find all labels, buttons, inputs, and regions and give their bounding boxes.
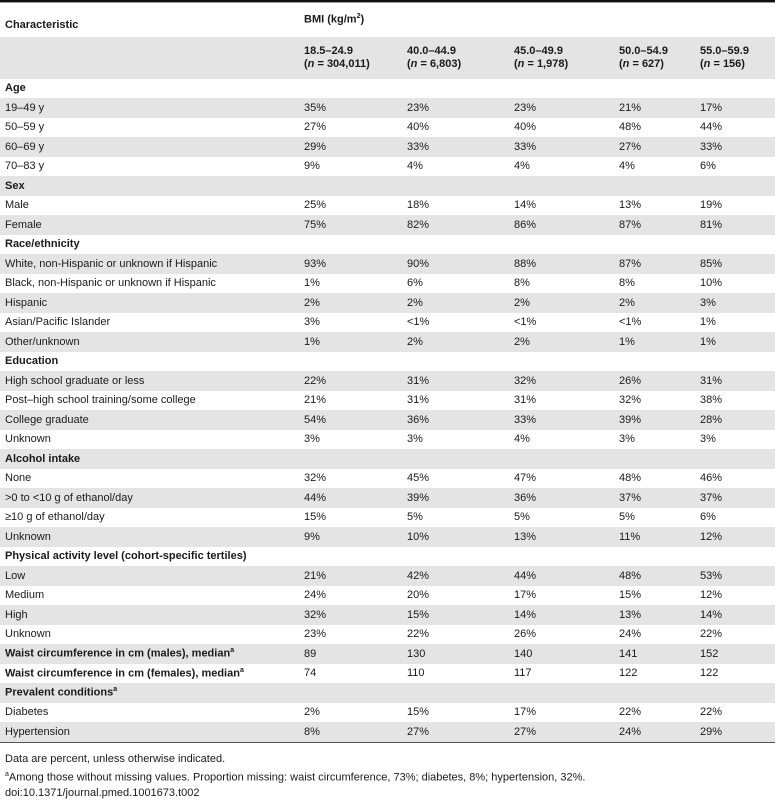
cell-value: 85% bbox=[695, 254, 775, 274]
cell-value: 28% bbox=[695, 410, 775, 430]
cell-value: 3% bbox=[304, 316, 320, 329]
footnote-missing-text: Among those without missing values. Proportion missing: waist circumference, 73%; diabetes, 8%; hypertension, 32%. bbox=[8, 771, 586, 784]
cell-value: 48% bbox=[619, 121, 642, 134]
bmi-n-value: = 1,978) bbox=[524, 57, 569, 70]
cell-value: 1% bbox=[304, 277, 320, 290]
table-row bbox=[0, 410, 775, 430]
section-title-text: Race/ethnicity bbox=[5, 238, 80, 251]
row-label: 70–83 y bbox=[5, 160, 45, 173]
cell-value: 22% bbox=[299, 371, 402, 391]
cell-value: 14% bbox=[509, 605, 614, 625]
bmi-header bbox=[299, 3, 775, 37]
table-row bbox=[0, 625, 775, 645]
cell-value: 33% bbox=[509, 410, 614, 430]
cell-value: 19% bbox=[700, 199, 723, 212]
row-label: 19–49 y bbox=[0, 98, 299, 118]
cell-value: 13% bbox=[509, 527, 614, 547]
footnote-data-percent: Data are percent, unless otherwise indicated. bbox=[5, 752, 226, 765]
cell-value: 13% bbox=[619, 199, 642, 212]
section-title bbox=[0, 683, 775, 703]
cell-value: 8% bbox=[299, 722, 402, 742]
cell-value: 3% bbox=[700, 433, 716, 446]
cell-value: 117 bbox=[514, 667, 532, 680]
cell-value: 27% bbox=[402, 722, 509, 742]
section-title bbox=[0, 547, 775, 567]
cell-value: 87% bbox=[614, 254, 695, 274]
cell-value: 25% bbox=[304, 199, 327, 212]
bmi-group-header bbox=[402, 37, 509, 79]
cell-value: 8% bbox=[619, 277, 635, 290]
row-label: Post–high school training/some college bbox=[5, 394, 196, 407]
table-row bbox=[0, 157, 775, 177]
cell-value: 3% bbox=[695, 293, 775, 313]
cell-value: 32% bbox=[619, 394, 642, 407]
row-label: 50–59 y bbox=[5, 121, 45, 134]
cell-value: 39% bbox=[614, 410, 695, 430]
cell-value: 12% bbox=[695, 527, 775, 547]
cell-value: 31% bbox=[407, 394, 430, 407]
cell-value: 17% bbox=[695, 98, 775, 118]
row-label: Black, non-Hispanic or unknown if Hispanic bbox=[5, 277, 216, 290]
cell-value: 29% bbox=[299, 137, 402, 157]
table-row bbox=[0, 566, 775, 586]
table-row bbox=[0, 488, 775, 508]
cell-value: 93% bbox=[299, 254, 402, 274]
cell-value: 53% bbox=[695, 566, 775, 586]
cell-value: 81% bbox=[695, 215, 775, 235]
cell-value: 14% bbox=[695, 605, 775, 625]
table-row bbox=[0, 527, 775, 547]
cell-value: 9% bbox=[299, 527, 402, 547]
bmi-n-open: ( bbox=[619, 57, 623, 70]
cell-value: 11% bbox=[614, 527, 695, 547]
cell-value: 10% bbox=[700, 277, 723, 290]
bmi-group-header bbox=[299, 37, 402, 79]
section-header-row bbox=[0, 547, 775, 567]
cell-value: 89 bbox=[299, 644, 402, 664]
cell-value: 31% bbox=[402, 371, 509, 391]
row-label: Unknown bbox=[0, 527, 299, 547]
cell-value: 22% bbox=[619, 706, 642, 719]
cell-value: 26% bbox=[614, 371, 695, 391]
row-label: >0 to <10 g of ethanol/day bbox=[0, 488, 299, 508]
cell-value: 33% bbox=[402, 137, 509, 157]
table-body bbox=[0, 79, 775, 742]
section-title-text: Physical activity level (cohort-specific tertiles) bbox=[5, 550, 247, 563]
row-label: High bbox=[0, 605, 299, 625]
bmi-label: BMI (kg/m bbox=[304, 14, 357, 27]
table-row bbox=[0, 254, 775, 274]
footnote-marker: a bbox=[113, 686, 118, 694]
cell-value: 27% bbox=[614, 137, 695, 157]
cell-value: 27% bbox=[304, 121, 327, 134]
cell-value: 88% bbox=[509, 254, 614, 274]
header-row-groups bbox=[0, 37, 775, 79]
section-header-row bbox=[0, 176, 775, 196]
section-title-text: Alcohol intake bbox=[5, 452, 81, 465]
table-row bbox=[0, 137, 775, 157]
cell-value: 24% bbox=[614, 722, 695, 742]
cell-value: 5% bbox=[407, 511, 423, 524]
bmi-n-value: = 156) bbox=[710, 57, 745, 70]
table-row bbox=[0, 644, 775, 664]
cell-value: 32% bbox=[304, 472, 327, 485]
cell-value: 6% bbox=[407, 277, 423, 290]
table-row bbox=[0, 586, 775, 606]
row-label-text: Waist circumference in cm (males), median bbox=[5, 648, 231, 661]
cell-value: 44% bbox=[299, 488, 402, 508]
section-title bbox=[0, 79, 775, 99]
cell-value: 22% bbox=[407, 628, 430, 641]
row-label: Diabetes bbox=[5, 706, 49, 719]
section-title bbox=[0, 449, 775, 469]
section-title bbox=[0, 235, 775, 255]
cell-value: <1% bbox=[407, 316, 430, 329]
section-header-row bbox=[0, 449, 775, 469]
row-label: Asian/Pacific Islander bbox=[5, 316, 111, 329]
bmi-n-open: ( bbox=[700, 57, 704, 70]
cell-value: 31% bbox=[514, 394, 537, 407]
bmi-range: 55.0–59.9 bbox=[700, 44, 749, 57]
cell-value: 122 bbox=[700, 667, 719, 680]
cell-value: 122 bbox=[619, 667, 638, 680]
table-row bbox=[0, 196, 775, 216]
row-label: Medium bbox=[5, 589, 45, 602]
cell-value: 37% bbox=[695, 488, 775, 508]
section-title-text: Prevalent conditions bbox=[5, 687, 114, 700]
cell-value: 40% bbox=[514, 121, 537, 134]
cell-value: 86% bbox=[509, 215, 614, 235]
cell-value: 32% bbox=[509, 371, 614, 391]
row-label: White, non-Hispanic or unknown if Hispanic bbox=[0, 254, 299, 274]
cell-value: 2% bbox=[304, 706, 320, 719]
cell-value: 5% bbox=[514, 511, 530, 524]
cell-value: 15% bbox=[402, 605, 509, 625]
cell-value: <1% bbox=[514, 316, 537, 329]
cell-value: 44% bbox=[509, 566, 614, 586]
cell-value: 141 bbox=[614, 644, 695, 664]
cell-value: 17% bbox=[514, 706, 537, 719]
cell-value: 31% bbox=[695, 371, 775, 391]
section-header-row bbox=[0, 79, 775, 99]
bmi-range: 50.0–54.9 bbox=[619, 44, 668, 57]
cell-value: 33% bbox=[509, 137, 614, 157]
header-row-1 bbox=[0, 3, 775, 37]
section-header-row bbox=[0, 235, 775, 255]
row-label: Female bbox=[0, 215, 299, 235]
row-label: ≥10 g of ethanol/day bbox=[5, 511, 105, 524]
row-label-text: Waist circumference in cm (females), median bbox=[5, 667, 240, 680]
cell-value: 33% bbox=[695, 137, 775, 157]
row-label: Unknown bbox=[5, 628, 51, 641]
cell-value: 8% bbox=[514, 277, 530, 290]
bmi-range: 40.0–44.9 bbox=[407, 44, 456, 57]
cell-value: 15% bbox=[304, 511, 327, 524]
row-label: Low bbox=[0, 566, 299, 586]
section-title bbox=[0, 352, 775, 372]
doi-link[interactable]: doi:10.1371/journal.pmed.1001673.t002 bbox=[5, 787, 200, 800]
bmi-n-symbol: n bbox=[517, 57, 525, 70]
cell-value: 2% bbox=[299, 293, 402, 313]
cell-value: 9% bbox=[304, 160, 320, 173]
row-label: Unknown bbox=[5, 433, 51, 446]
cell-value: 35% bbox=[299, 98, 402, 118]
cell-value: 4% bbox=[514, 160, 530, 173]
cell-value: 36% bbox=[402, 410, 509, 430]
cell-value: 74 bbox=[304, 667, 317, 680]
cell-value: 1% bbox=[700, 316, 716, 329]
cell-value: 2% bbox=[509, 332, 614, 352]
row-label bbox=[0, 644, 299, 664]
cell-value: 6% bbox=[700, 160, 716, 173]
cell-value: 5% bbox=[619, 511, 635, 524]
table-row bbox=[0, 118, 775, 138]
bmi-group-header bbox=[509, 37, 614, 79]
row-label: College graduate bbox=[0, 410, 299, 430]
cell-value: 12% bbox=[700, 589, 723, 602]
bmi-n-symbol: n bbox=[307, 57, 315, 70]
section-title bbox=[0, 176, 775, 196]
row-label: Hypertension bbox=[0, 722, 299, 742]
cell-value: 4% bbox=[514, 433, 530, 446]
bmi-n-symbol: n bbox=[703, 57, 711, 70]
cell-value: 46% bbox=[700, 472, 723, 485]
row-label bbox=[0, 664, 299, 684]
cell-value: 22% bbox=[700, 706, 723, 719]
cell-value: 15% bbox=[407, 706, 430, 719]
footnote-missing bbox=[0, 767, 775, 786]
section-title-text: Age bbox=[5, 82, 26, 95]
cell-value: 21% bbox=[614, 98, 695, 118]
footnote-marker: a bbox=[239, 666, 244, 674]
cell-value: 47% bbox=[514, 472, 537, 485]
bmi-group-header bbox=[695, 37, 775, 79]
table-row bbox=[0, 722, 775, 742]
row-label: Male bbox=[5, 199, 29, 212]
bmi-n-value: = 304,011) bbox=[314, 57, 370, 70]
bmi-n-value: = 627) bbox=[629, 57, 664, 70]
bmi-superscript: 2 bbox=[356, 13, 361, 21]
bmi-range: 18.5–24.9 bbox=[304, 44, 353, 57]
cell-value: 2% bbox=[614, 293, 695, 313]
cell-value: 87% bbox=[614, 215, 695, 235]
characteristics-table bbox=[0, 2, 775, 742]
bmi-group-header bbox=[614, 37, 695, 79]
bmi-range: 45.0–49.9 bbox=[514, 44, 563, 57]
section-title-text: Education bbox=[5, 355, 59, 368]
row-label: Other/unknown bbox=[0, 332, 299, 352]
bmi-n-symbol: n bbox=[622, 57, 630, 70]
bmi-n-symbol: n bbox=[410, 57, 418, 70]
cell-value: <1% bbox=[619, 316, 642, 329]
header-empty-cell bbox=[0, 37, 299, 79]
cell-value: 152 bbox=[695, 644, 775, 664]
bmi-n-open: ( bbox=[514, 57, 518, 70]
cell-value: 20% bbox=[407, 589, 430, 602]
cell-value: 17% bbox=[514, 589, 537, 602]
table-row bbox=[0, 508, 775, 528]
cell-value: 13% bbox=[614, 605, 695, 625]
section-header-row bbox=[0, 352, 775, 372]
cell-value: 15% bbox=[619, 589, 642, 602]
table-row bbox=[0, 313, 775, 333]
cell-value: 18% bbox=[407, 199, 430, 212]
table-row bbox=[0, 293, 775, 313]
cell-value: 23% bbox=[304, 628, 327, 641]
cell-value: 4% bbox=[619, 160, 635, 173]
table-row bbox=[0, 371, 775, 391]
section-header-row bbox=[0, 683, 775, 703]
cell-value: 32% bbox=[299, 605, 402, 625]
cell-value: 24% bbox=[619, 628, 642, 641]
cell-value: 82% bbox=[402, 215, 509, 235]
cell-value: 42% bbox=[402, 566, 509, 586]
table-row bbox=[0, 703, 775, 723]
bmi-n-value: = 6,803) bbox=[417, 57, 462, 70]
cell-value: 27% bbox=[509, 722, 614, 742]
table-row bbox=[0, 274, 775, 294]
cell-value: 54% bbox=[299, 410, 402, 430]
cell-value: 48% bbox=[619, 472, 642, 485]
cell-value: 6% bbox=[700, 511, 716, 524]
cell-value: 4% bbox=[407, 160, 423, 173]
cell-value: 24% bbox=[304, 589, 327, 602]
cell-value: 21% bbox=[304, 394, 327, 407]
bmi-n-open: ( bbox=[407, 57, 411, 70]
cell-value: 37% bbox=[614, 488, 695, 508]
cell-value: 2% bbox=[402, 293, 509, 313]
row-label: 60–69 y bbox=[0, 137, 299, 157]
cell-value: 40% bbox=[407, 121, 430, 134]
cell-value: 3% bbox=[407, 433, 423, 446]
cell-value: 29% bbox=[695, 722, 775, 742]
table-row bbox=[0, 664, 775, 684]
cell-value: 90% bbox=[402, 254, 509, 274]
table-row bbox=[0, 391, 775, 411]
table-row bbox=[0, 98, 775, 118]
table-row bbox=[0, 469, 775, 489]
section-title-text: Sex bbox=[5, 179, 25, 192]
bmi-close: ) bbox=[360, 14, 365, 27]
cell-value: 21% bbox=[299, 566, 402, 586]
cell-value: 23% bbox=[509, 98, 614, 118]
footnote-marker: a bbox=[5, 771, 9, 778]
cell-value: 14% bbox=[514, 199, 537, 212]
row-label: High school graduate or less bbox=[0, 371, 299, 391]
cell-value: 39% bbox=[402, 488, 509, 508]
table-row bbox=[0, 430, 775, 450]
table-row bbox=[0, 605, 775, 625]
footnotes bbox=[0, 742, 775, 802]
cell-value: 110 bbox=[407, 667, 425, 680]
cell-value: 48% bbox=[614, 566, 695, 586]
cell-value: 140 bbox=[509, 644, 614, 664]
row-label: None bbox=[5, 472, 32, 485]
table-row bbox=[0, 332, 775, 352]
cell-value: 3% bbox=[619, 433, 635, 446]
cell-value: 2% bbox=[509, 293, 614, 313]
cell-value: 1% bbox=[299, 332, 402, 352]
cell-value: 10% bbox=[402, 527, 509, 547]
characteristic-header: Characteristic bbox=[0, 3, 299, 37]
cell-value: 36% bbox=[509, 488, 614, 508]
cell-value: 3% bbox=[304, 433, 320, 446]
cell-value: 75% bbox=[299, 215, 402, 235]
footnote-marker: a bbox=[230, 647, 235, 655]
cell-value: 2% bbox=[402, 332, 509, 352]
cell-value: 1% bbox=[614, 332, 695, 352]
cell-value: 130 bbox=[402, 644, 509, 664]
bmi-n-open: ( bbox=[304, 57, 308, 70]
row-label: Hispanic bbox=[0, 293, 299, 313]
cell-value: 45% bbox=[407, 472, 430, 485]
cell-value: 22% bbox=[700, 628, 723, 641]
cell-value: 1% bbox=[695, 332, 775, 352]
cell-value: 23% bbox=[402, 98, 509, 118]
table-row bbox=[0, 215, 775, 235]
cell-value: 38% bbox=[700, 394, 723, 407]
cell-value: 44% bbox=[700, 121, 723, 134]
cell-value: 26% bbox=[514, 628, 537, 641]
